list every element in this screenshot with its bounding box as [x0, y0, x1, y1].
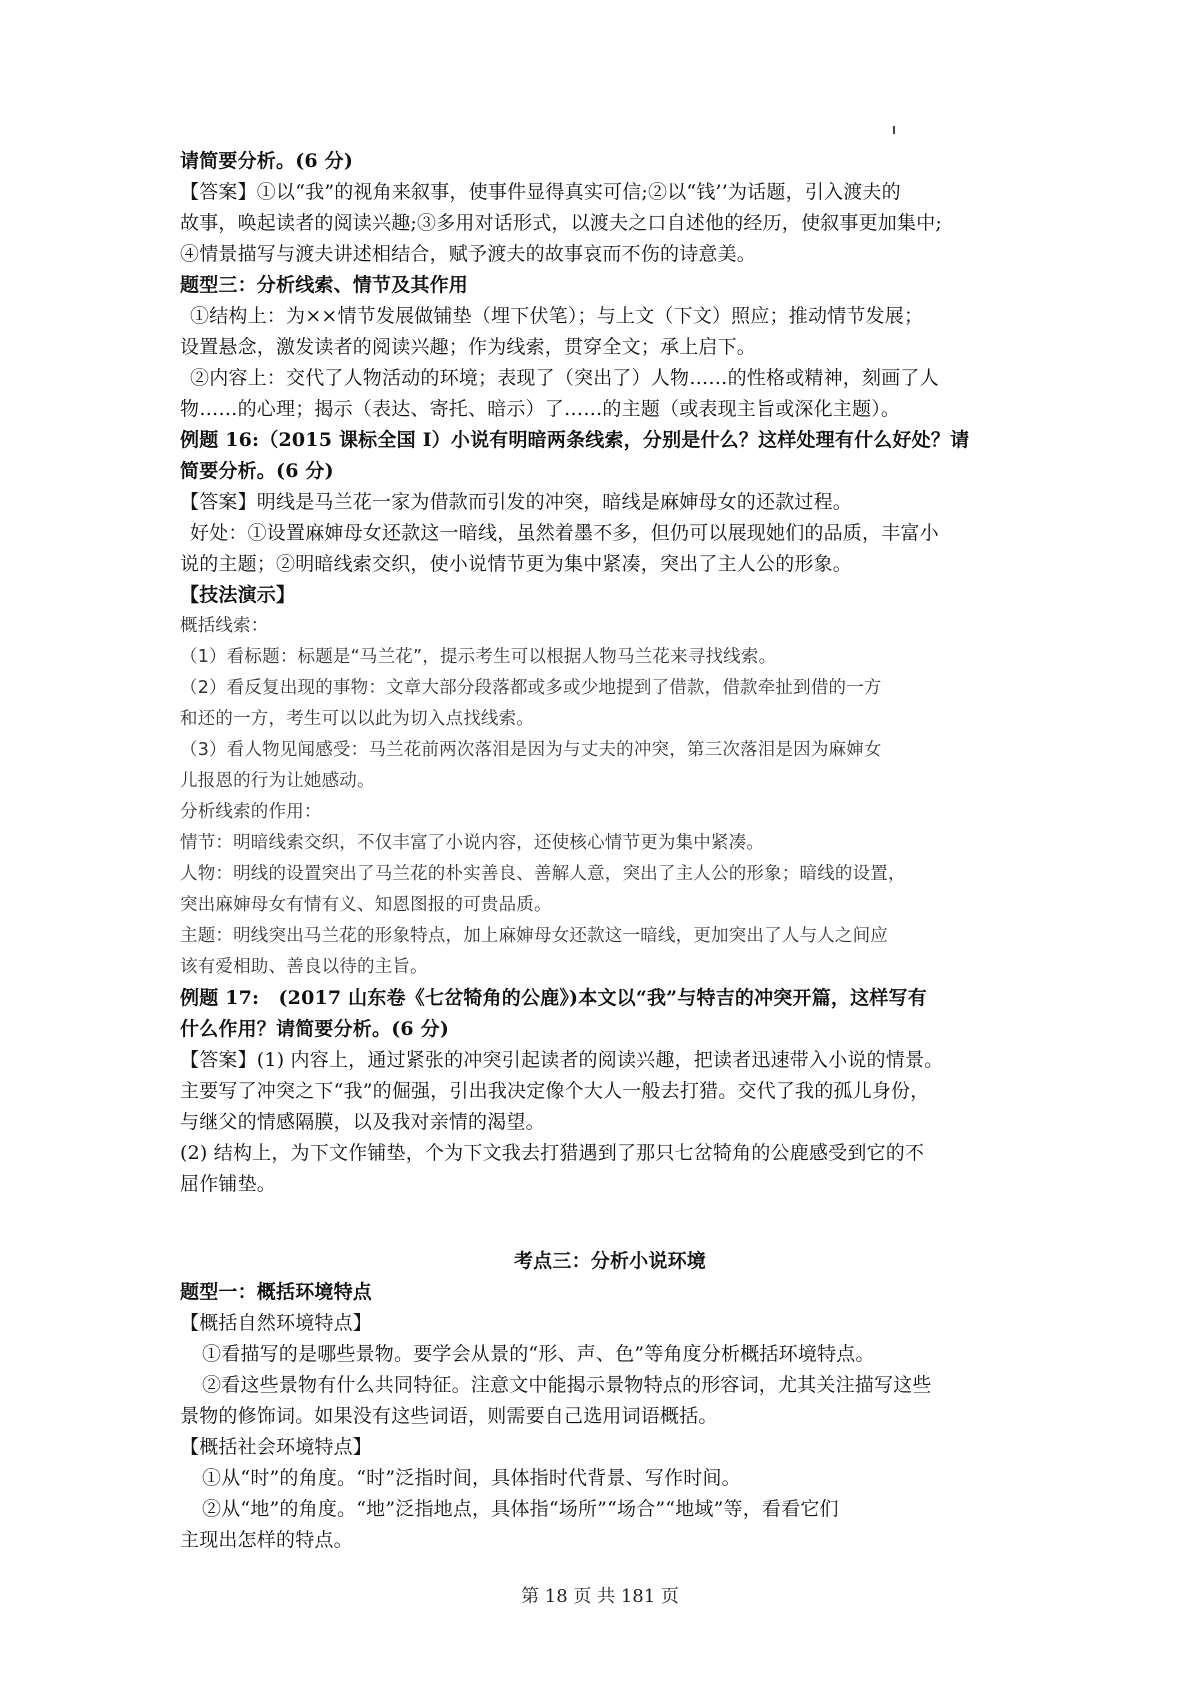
text-line: （3）看人物见闻感受：马兰花前两次落泪是因为与丈夫的冲突，第三次落泪是因为麻婶女 [180, 740, 882, 760]
heading-line: 什么作用？请简要分析。(6 分) [180, 1018, 450, 1040]
scan-mark [893, 126, 895, 134]
text-line: 分析线索的作用： [180, 802, 322, 822]
page-content [180, 146, 1040, 1556]
text-line: 突出麻婶母女有情有义、知恩图报的可贵品质。 [180, 895, 552, 915]
text-line: 【概括社会环境特点】 [180, 1436, 373, 1458]
text-line: 人物：明线的设置突出了马兰花的朴实善良、善解人意，突出了主人公的形象；暗线的设置， [180, 864, 906, 884]
text-line: 与继父的情感隔膜，以及我对亲情的渴望。 [180, 1111, 545, 1133]
text-line: 景物的修饰词。如果没有这些词语，则需要自己选用词语概括。 [180, 1405, 718, 1427]
page-footer: 第 18 页 共 181 页 [521, 1586, 679, 1607]
text-line: 概括线索： [180, 616, 269, 636]
text-line: ②看这些景物有什么共同特征。注意文中能揭示景物特点的形容词，尤其关注描写这些 [202, 1374, 932, 1396]
heading-line: 题型一：概括环境特点 [180, 1281, 373, 1303]
text-line [180, 1200, 1040, 1246]
text-line: ②内容上：交代了人物活动的环境；表现了（突出了）人物……的性格或精神，刻画了人 [190, 367, 939, 389]
text-line: 故事，唤起读者的阅读兴趣;③多用对话形式，以渡夫之口自述他的经历，使叙事更加集中; [180, 212, 943, 234]
text-line: 设置悬念，激发读者的阅读兴趣；作为线索，贯穿全文；承上启下。 [180, 336, 757, 358]
text-line: 【概括自然环境特点】 [180, 1312, 373, 1334]
section-heading: 考点三：分析小说环境 [513, 1250, 706, 1272]
text-line: 该有爱相助、善良以待的主旨。 [180, 957, 428, 977]
heading-line: 例题 16:（2015 课标全国 I）小说有明暗两条线索，分别是什么？这样处理有什么好处？请 [180, 429, 970, 451]
text-line: 好处：①设置麻婶母女还款这一暗线，虽然着墨不多，但仍可以展现她们的品质，丰富小 [190, 522, 939, 544]
text-line: 主要写了冲突之下“我”的倔强，引出我决定像个大人一般去打猎。交代了我的孤儿身份， [180, 1080, 930, 1102]
text-line: 情节：明暗线索交织，不仅丰富了小说内容，还使核心情节更为集中紧凑。 [180, 833, 765, 853]
heading-line: 题型三：分析线索、情节及其作用 [180, 274, 469, 296]
text-line: ②从“地”的角度。“地”泛指地点，具体指“场所”“场合”“地域”等，看看它们 [202, 1498, 839, 1520]
heading-line: 例题 17: (2017 山东卷《七岔犄角的公鹿》)本文以“我”与特吉的冲突开篇，这样写有 [180, 987, 927, 1009]
text-line: ①从“时”的角度。“时”泛指时间，具体指时代背景、写作时间。 [202, 1467, 741, 1489]
heading-line: 请简要分析。(6 分) [180, 150, 354, 172]
text-line: 【答案】明线是马兰花一家为借款而引发的冲突，暗线是麻婶母女的还款过程。 [180, 491, 853, 513]
heading-line: 【技法演示】 [180, 584, 296, 606]
text-line: 主现出怎样的特点。 [180, 1529, 353, 1551]
text-line: 儿报恩的行为让她感动。 [180, 771, 375, 791]
text-line: (2) 结构上，为下文作铺垫，个为下文我去打猎遇到了那只七岔犄角的公鹿感受到它的不 [180, 1142, 925, 1164]
text-line: 和还的一方，考生可以以此为切入点找线索。 [180, 709, 534, 729]
text-line: ①结构上：为××情节发展做铺垫（埋下伏笔）；与上文（下文）照应；推动情节发展； [190, 305, 924, 327]
text-line: 主题：明线突出马兰花的形象特点，加上麻婶母女还款这一暗线，更加突出了人与人之间应 [180, 926, 888, 946]
text-line: 【答案】(1) 内容上，通过紧张的冲突引起读者的阅读兴趣，把读者迅速带入小说的情景。 [180, 1049, 944, 1071]
heading-line: 简要分析。(6 分) [180, 460, 334, 482]
text-line: 屈作铺垫。 [180, 1173, 277, 1195]
text-line: （2）看反复出现的事物：文章大部分段落都或多或少地提到了借款，借款牵扯到借的一方 [180, 678, 882, 698]
text-line: 【答案】①以“我”的视角来叙事，使事件显得真实可信;②以“钱’’为话题，引入渡夫的 [180, 181, 901, 203]
text-line: （1）看标题：标题是“马兰花”，提示考生可以根据人物马兰花来寻找线索。 [180, 647, 777, 667]
text-line: 说的主题；②明暗线索交织，使小说情节更为集中紧凑，突出了主人公的形象。 [180, 553, 853, 575]
text-line: ④情景描写与渡夫讲述相结合，赋予渡夫的故事哀而不伤的诗意美。 [180, 243, 757, 265]
text-line: 物……的心理；揭示（表达、寄托、暗示）了……的主题（或表现主旨或深化主题）。 [180, 398, 901, 420]
text-line: ①看描写的是哪些景物。要学会从景的“形、声、色”等角度分析概括环境特点。 [202, 1343, 875, 1365]
